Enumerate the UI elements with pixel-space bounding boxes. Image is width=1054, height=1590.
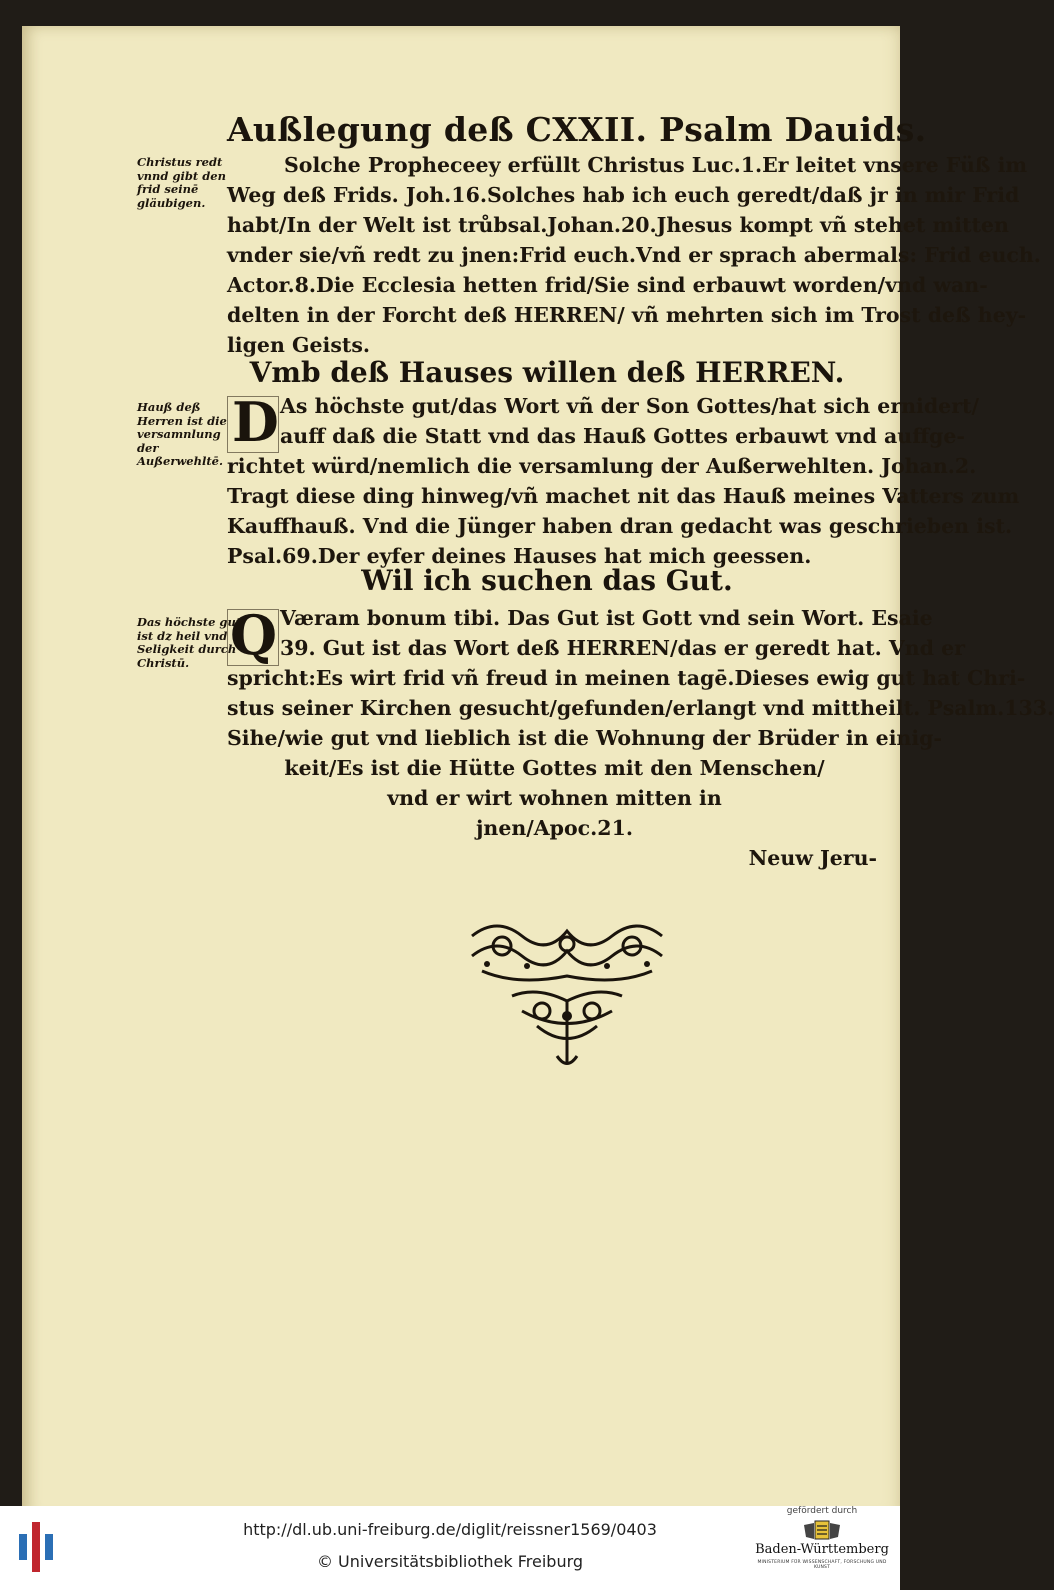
text-line: richtet würd/nemlich die versamlung der Außerwehlten. Johan.2. (227, 454, 977, 478)
text-line: Weg deß Frids. Joh.16.Solches hab ich euch geredt/daß jr in mir Frid (227, 183, 1020, 207)
text-line: vnder sie/vñ redt zu jnen:Frid euch.Vnd er sprach abermals: Frid euch. (227, 243, 1041, 267)
viewer-footer (0, 1506, 900, 1590)
section-heading-2: Wil ich suchen das Gut. (361, 564, 733, 597)
catchword: Neuw Jeru- (748, 846, 877, 870)
text-line: ligen Geists. (227, 333, 371, 357)
sponsor-ministry: MINISTERIUM FÜR WISSENSCHAFT, FORSCHUNG UND KUNST (757, 1560, 887, 1570)
sponsor-block (752, 1506, 892, 1590)
sponsor-label: gefördert durch (786, 1506, 858, 1516)
text-line: auff daß die Statt vnd das Hauß Gottes erbauwt vnd auffge- (280, 424, 965, 448)
text-line: stus seiner Kirchen gesucht/gefunden/erlangt vnd mittheilt. Psalm.133. (227, 696, 1054, 720)
text-line: spricht:Es wirt frid vñ freud in meinen tagē.Dieses ewig gut hat Chri- (227, 666, 1026, 690)
section-heading-1: Vmb deß Hauses willen deß HERREN. (249, 356, 845, 389)
book-page (22, 26, 1054, 1530)
margin-note-1: Christus redt vnnd gibt den frid seinē gläubigen. (137, 155, 226, 210)
text-line: Solche Propheceey erfüllt Christus Luc.1.Er leitet vnsere Füß im (284, 153, 1028, 177)
permalink-url[interactable]: http://dl.ub.uni-freiburg.de/diglit/reissner1569/0403 (243, 1520, 657, 1539)
text-line: jnen/Apoc.21. (476, 816, 633, 840)
text-line: As höchste gut/das Wort vñ der Son Gottes/hat sich ernidert/ (280, 394, 979, 418)
copyright-text: © Universitätsbibliothek Freiburg (316, 1552, 584, 1571)
margin-note-3: Das höchste gut ist dz heil vnd Seligkeit durch Christū. (137, 615, 242, 670)
margin-note-2: Hauß deß Herren ist die versamnlung der Außerwehltē. (137, 400, 227, 468)
text-line: 39. Gut ist das Wort deß HERREN/das er geredt hat. Vnd er (280, 636, 965, 660)
coat-of-arms-icon (802, 1519, 842, 1543)
page-title: Außlegung deß CXXII. Psalm Dauids. (227, 110, 927, 149)
drop-initial-q: Q (230, 603, 278, 667)
text-line: Sihe/wie gut vnd lieblich ist die Wohnung der Brüder in einig- (227, 726, 943, 750)
text-line: delten in der Forcht deß HERREN/ vñ mehrten sich im Trost deß hey- (227, 303, 1027, 327)
text-line: Væram bonum tibi. Das Gut ist Gott vnd sein Wort. Esaie (280, 606, 933, 630)
text-line: Tragt diese ding hinweg/vñ machet nit das Hauß meines Vatters zum (227, 484, 1020, 508)
drop-initial-d: D (232, 390, 279, 454)
printer-ornament (467, 916, 667, 1076)
text-line: vnd er wirt wohnen mitten in (387, 786, 722, 810)
text-line: Kauffhauß. Vnd die Jünger haben dran gedacht was geschrieben ist. (227, 514, 1013, 538)
text-line: keit/Es ist die Hütte Gottes mit den Menschen/ (284, 756, 825, 780)
text-line: Actor.8.Die Ecclesia hetten frid/Sie sind erbauwt worden/vnd wan- (227, 273, 988, 297)
text-line: habt/In der Welt ist trůbsal.Johan.20.Jhesus kompt vñ stehet mitten (227, 213, 1009, 237)
sponsor-state: Baden-Württemberg (755, 1542, 889, 1557)
text-line: Psal.69.Der eyfer deines Hauses hat mich geessen. (227, 544, 812, 568)
